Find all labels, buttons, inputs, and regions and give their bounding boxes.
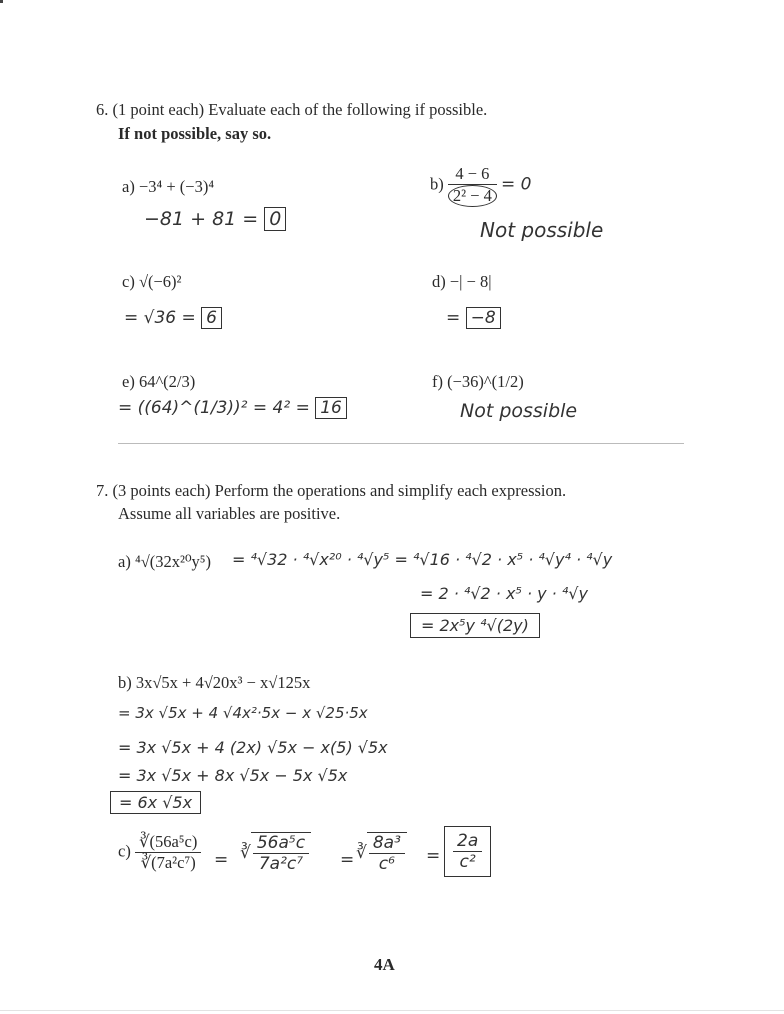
q7c-step1-cube-root-icon: ∛ <box>240 843 251 863</box>
q7c-step2-denominator: c⁶ <box>378 854 395 874</box>
q7a-label: a) ⁴√(32x²⁰y⁵) <box>118 552 212 571</box>
q6e-answer: 16 <box>315 397 347 419</box>
q7c-equals-2: = <box>340 850 355 870</box>
q7-prompt-note: Assume all variables are positive. <box>118 504 341 523</box>
q6d-work-text: = <box>446 308 461 328</box>
q6c-answer: 6 <box>201 307 222 329</box>
q6c-label: c) √(−6)² <box>122 272 182 291</box>
q7c-step1-numerator: 56a⁵c <box>253 833 309 854</box>
q7-prompt: 7. (3 points each) Perform the operations and simplify each expression. <box>96 481 567 500</box>
q6d-work <box>446 308 501 328</box>
q7c-answer <box>444 826 491 877</box>
q6e-work-text: = ((64)^(1/3))² = 4² = <box>118 398 310 418</box>
q7c-step2-cube-root-icon: ∛ <box>356 843 367 863</box>
q6c-work <box>124 308 222 328</box>
q6d-answer: −8 <box>466 307 501 329</box>
q6e-label: e) 64^(2/3) <box>122 372 196 391</box>
page-number: 4A <box>374 955 395 974</box>
q7b-step1: = 3x √5x + 4 √4x²·5x − x √25·5x <box>118 704 368 722</box>
q6f-label: f) (−36)^(1/2) <box>432 372 524 391</box>
q7b-label: b) 3x√5x + 4√20x³ − x√125x <box>118 673 311 692</box>
q7a-answer: = 2x⁵y ⁴√(2y) <box>410 613 540 638</box>
q7c-step1 <box>240 832 311 874</box>
q7c-step1-fraction <box>251 832 311 874</box>
q7c-answer-fraction <box>453 831 482 872</box>
q7b-step2: = 3x √5x + 4 (2x) √5x − x(5) √5x <box>118 738 388 757</box>
q6b-label: b) <box>430 174 444 194</box>
q7c-denominator: ∛(7a²c⁷) <box>140 853 196 872</box>
q6b-numerator: 4 − 6 <box>448 164 497 185</box>
q7c-equals-3: = <box>426 846 441 866</box>
q7c-label: c) <box>118 841 131 861</box>
q7c-fraction <box>135 832 201 873</box>
q6b-fraction <box>448 164 497 207</box>
q6b-answer: Not possible <box>480 218 604 242</box>
q7c-expression <box>118 832 201 873</box>
q7c-numerator: ∛(56a⁵c) <box>135 832 201 853</box>
q6b-den-note: = 0 <box>501 174 532 195</box>
q7c-step2-fraction <box>367 832 407 874</box>
q6c-work-text: = √36 = <box>124 308 196 328</box>
q7c-step2-numerator: 8a³ <box>369 833 405 854</box>
q6b-denominator: 2² − 4 <box>448 185 497 207</box>
q7b-answer: = 6x √5x <box>110 791 201 814</box>
q6e-work <box>118 398 347 418</box>
q6-prompt: 6. (1 point each) Evaluate each of the following if possible. <box>96 100 488 119</box>
q6d-label: d) −| − 8| <box>432 272 492 291</box>
q7a-step2: = 2 · ⁴√2 · x⁵ · y · ⁴√y <box>420 584 588 603</box>
q7c-equals-1: = <box>214 850 229 870</box>
q6b-expression <box>430 164 531 207</box>
scan-speck <box>0 0 3 3</box>
q7b-step3: = 3x √5x + 8x √5x − 5x √5x <box>118 766 348 785</box>
q6-prompt-note: If not possible, say so. <box>118 124 272 143</box>
section-divider <box>118 443 684 444</box>
q7a-step1: = ⁴√32 · ⁴√x²⁰ · ⁴√y⁵ = ⁴√16 · ⁴√2 · x⁵ · ⁴√y⁴ · ⁴√y <box>232 550 613 569</box>
q7c-answer-numerator: 2a <box>453 831 482 852</box>
q7c-answer-denominator: c² <box>459 852 476 872</box>
q7c-step1-denominator: 7a²c⁷ <box>258 854 304 874</box>
q7c-step2 <box>356 832 407 874</box>
q6a-work <box>144 208 286 230</box>
q6a-answer: 0 <box>264 207 286 231</box>
q6f-answer: Not possible <box>460 400 578 422</box>
scan-edge <box>0 1010 784 1011</box>
q6a-work-text: −81 + 81 = <box>144 208 259 230</box>
q6a-label: a) −3⁴ + (−3)⁴ <box>122 177 215 196</box>
